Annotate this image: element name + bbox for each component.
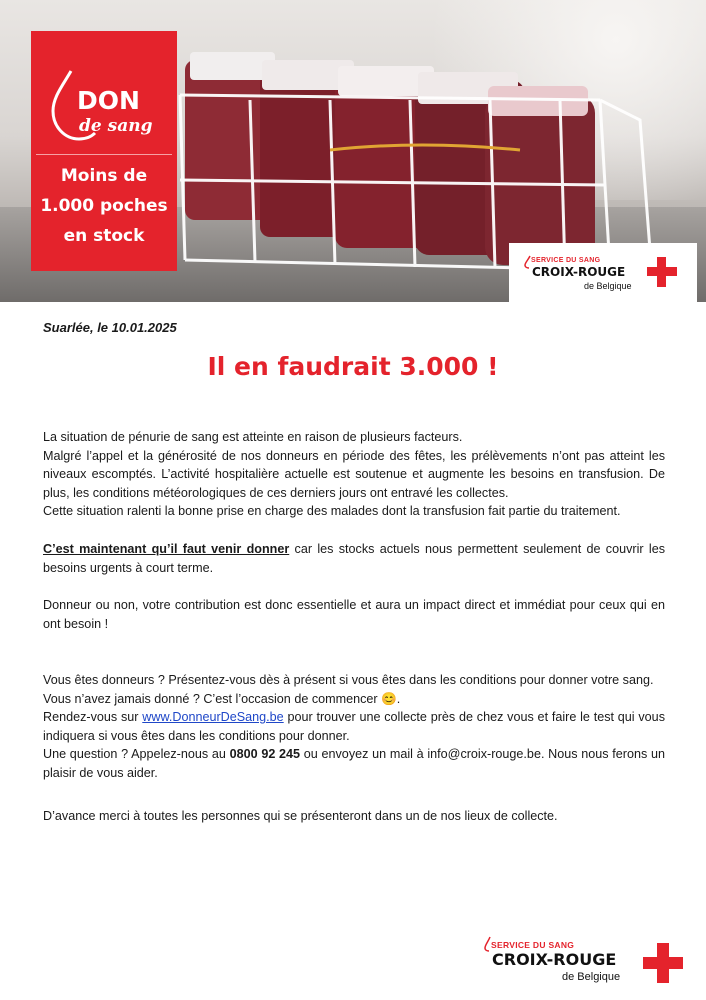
p2-rest: car les stocks actuels nous permettent seulement de couvrir les besoins urgents à court terme. (43, 542, 665, 575)
paragraph-contribution (43, 596, 665, 633)
p1-line-1: La situation de pénurie de sang est atteinte en raison de plusieurs facteurs. (43, 430, 463, 444)
blood-drop-logo-icon (31, 31, 177, 149)
p4-line-4-post: ou envoyez un mail à info@croix-rouge.be. Nous nous ferons un plaisir de vous aider. (43, 747, 665, 780)
de-belgique-text: de Belgique (584, 281, 632, 291)
paragraph-thanks (43, 807, 665, 826)
croix-rouge-text: CROIX-ROUGE (492, 950, 617, 969)
paragraph-call-to-action (43, 540, 665, 577)
de-belgique-text: de Belgique (562, 971, 621, 983)
p3-text: Donneur ou non, votre contribution est donc essentielle et aura un impact direct et immédiat pour ceux qui en ont besoin ! (43, 598, 665, 631)
p4-line-1: Vous êtes donneurs ? Présentez-vous dès à présent si vous êtes dans les conditions pour donner votre sang. (43, 673, 654, 687)
p4-line-2: Vous n’avez jamais donné ? C’est l’occasion de commencer 😊. (43, 691, 401, 706)
don-de-sang-panel (31, 31, 177, 271)
letter-date: Suarlée, le 10.01.2025 (43, 320, 177, 335)
croix-rouge-logo-top (509, 243, 697, 302)
p4-line-3-post: pour trouver une collecte près de chez vous et faire le test qui vous indiquera si vous êtes dans les conditions pour donner. (43, 710, 665, 743)
croix-rouge-text: CROIX-ROUGE (532, 265, 626, 279)
p5-text: D’avance merci à toutes les personnes qui se présenteront dans un de nos lieux de collecte. (43, 809, 558, 823)
paragraph-situation (43, 428, 665, 521)
letter-title: Il en faudrait 3.000 ! (207, 352, 499, 381)
p4-line-4-pre: Une question ? Appelez-nous au (43, 747, 230, 762)
p4-line-3-pre: Rendez-vous sur (43, 710, 143, 725)
service-du-sang-text: SERVICE DU SANG (491, 940, 575, 950)
logo-don-text: DON (77, 86, 140, 115)
donneur-de-sang-link[interactable]: www.DonneurDeSang.be (142, 710, 284, 725)
badge-line-2: 1.000 poches (40, 196, 168, 216)
stock-badge (36, 154, 172, 267)
badge-line-3: en stock (63, 226, 145, 246)
phone-number: 0800 92 245 (229, 747, 301, 762)
croix-rouge-logo-bottom (480, 930, 700, 995)
p1-line-2: Malgré l’appel et la générosité de nos donneurs en période des fêtes, les prélèvements n’ont pas atteint les niveaux escomptés. L’activité hospitalière actuelle est soutenue et augmente les besoins en transfusion. De plus, les conditions météorologiques de ces derniers jours ont entravé les collectes. (43, 448, 665, 500)
badge-line-1: Moins de (60, 166, 148, 186)
p1-line-3: Cette situation ralenti la bonne prise en charge des malades dont la transfusion fait partie du traitement. (43, 504, 621, 519)
service-du-sang-text: SERVICE DU SANG (531, 257, 601, 264)
emphasis-text: C’est maintenant qu’il faut venir donner (43, 542, 290, 556)
paragraph-info (43, 671, 665, 783)
logo-de-sang-text: de sang (79, 116, 153, 136)
